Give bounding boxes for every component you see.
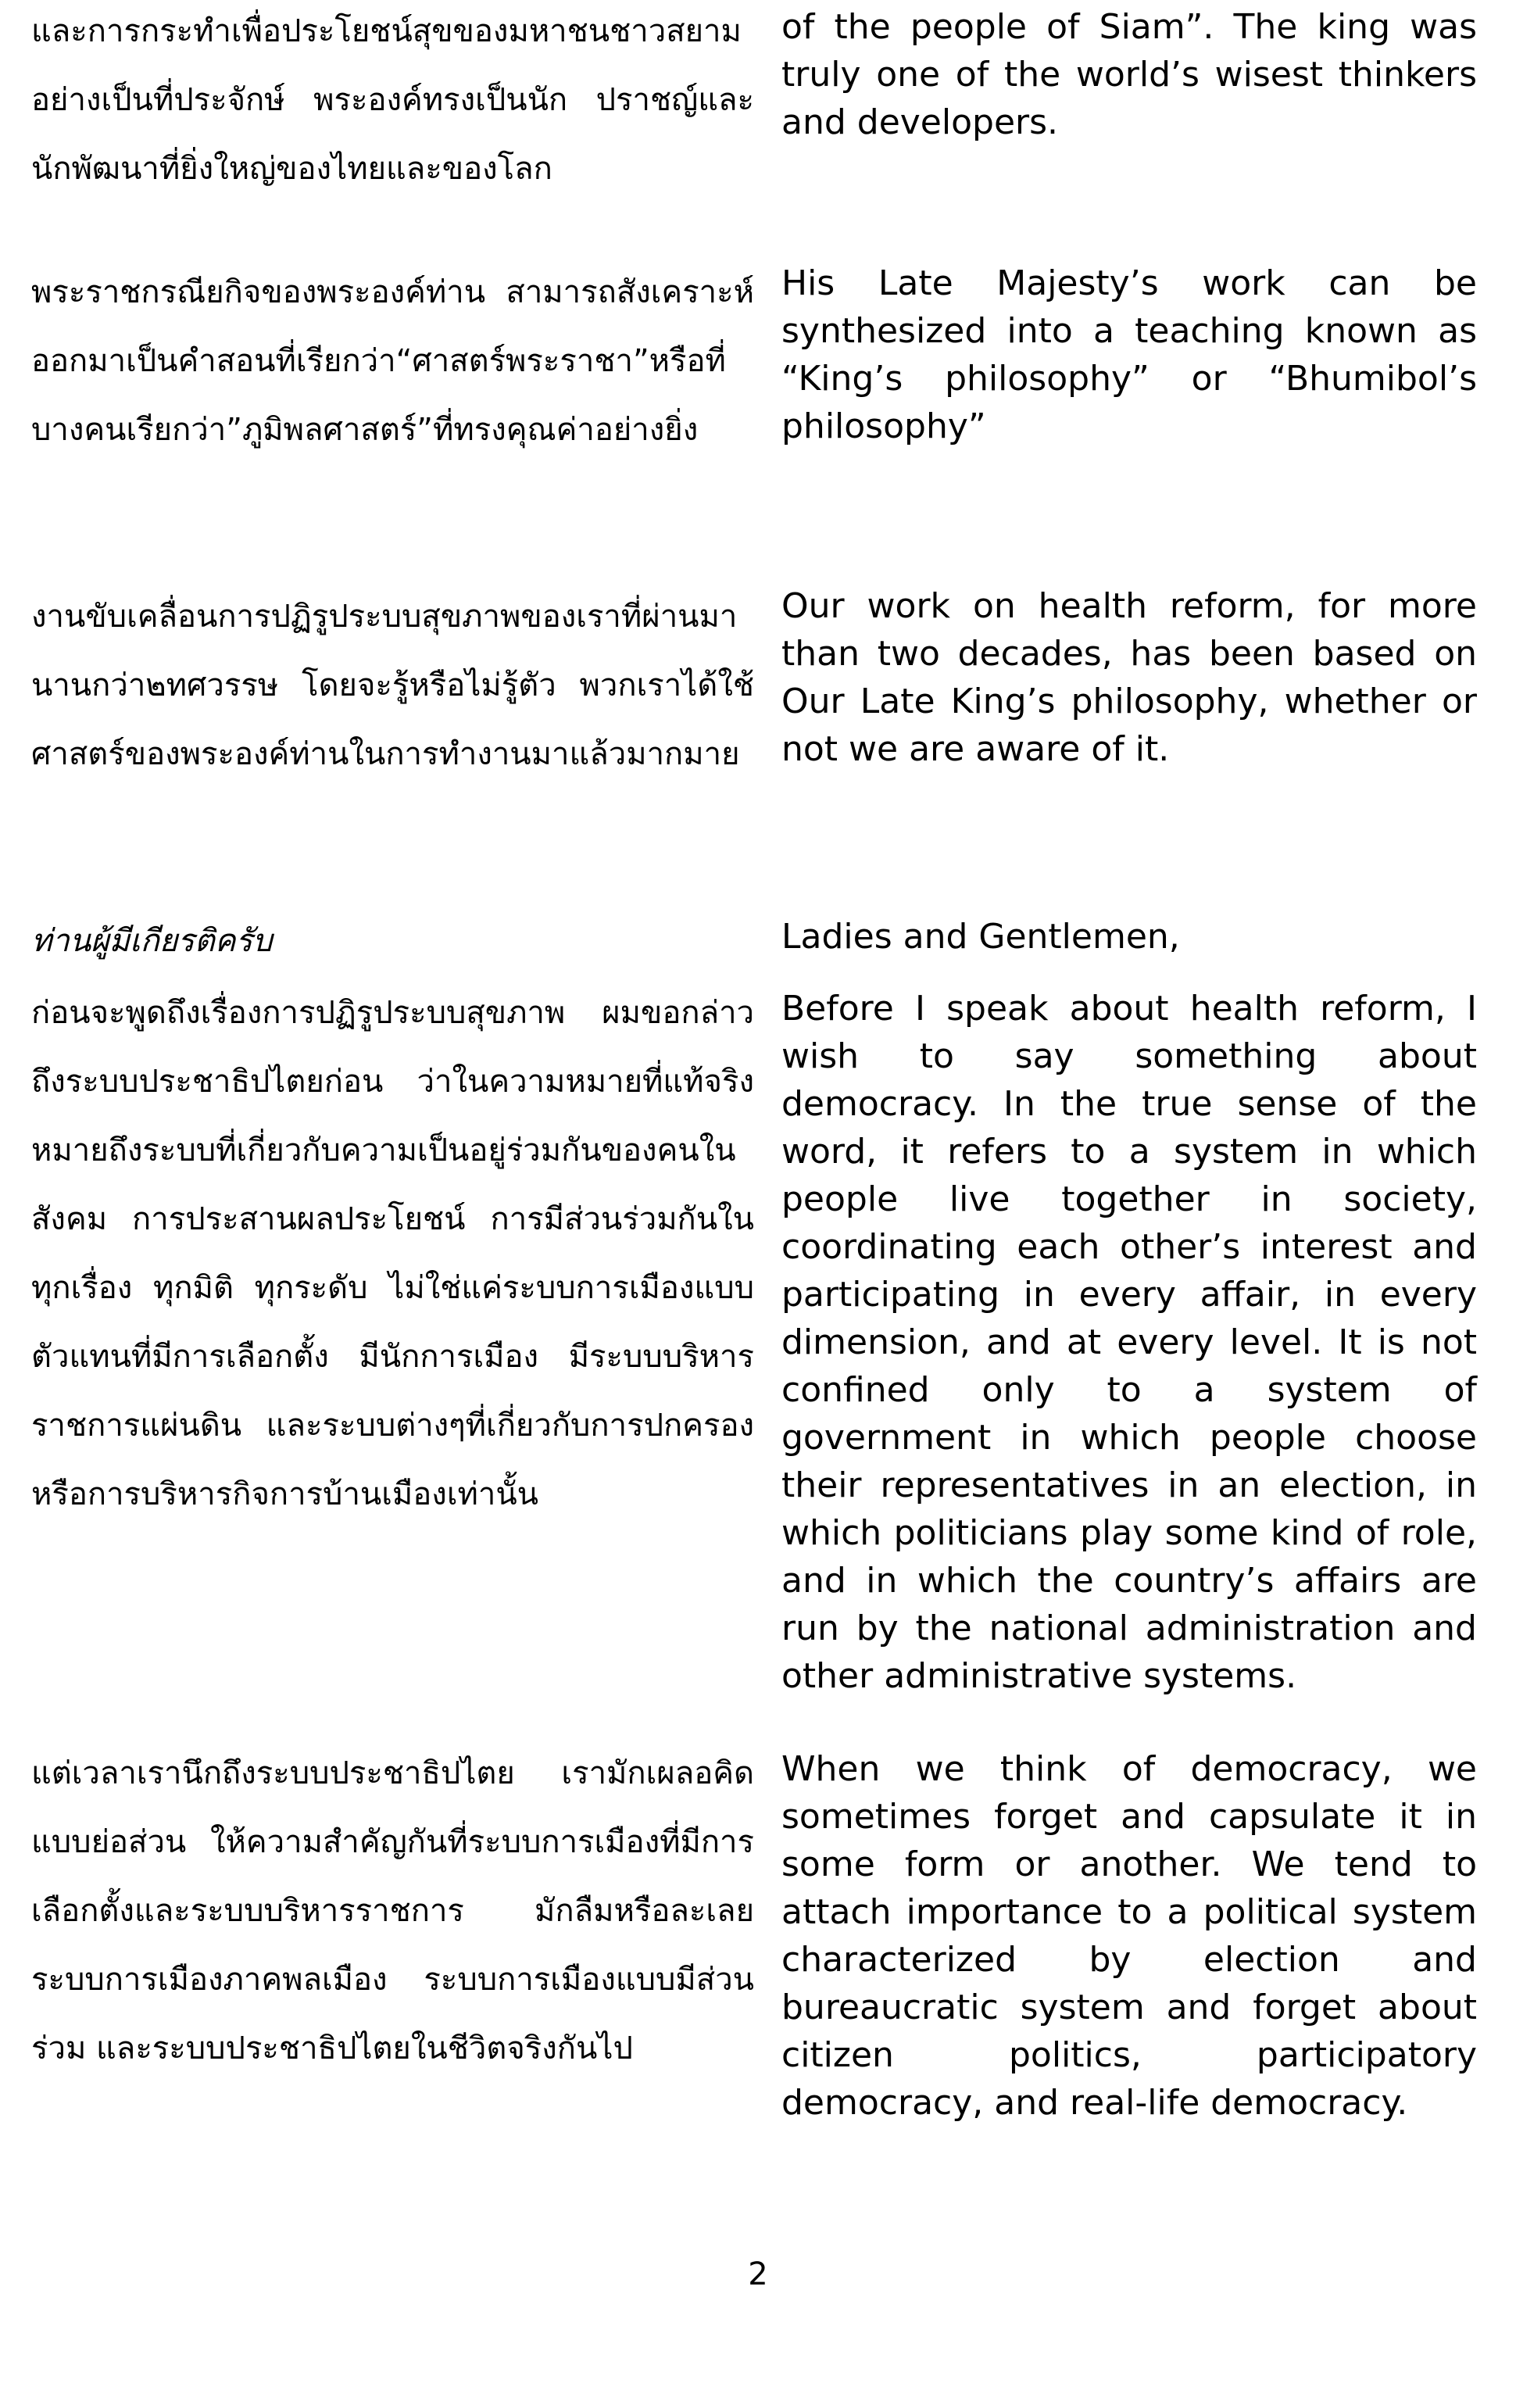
salutation-english: Ladies and Gentlemen, xyxy=(781,917,1180,957)
thai-text: งานขับเคลื่อนการปฏิรูประบบสุขภาพของเราที่ผ่านมานานกว่า๒ทศวรรษ โดยจะรู้หรือไม่รู้ตัว พวกเราได้ใช้ศาสตร์ของพระองค์ท่านในการทำงานมาแล้วมากมาย xyxy=(31,599,754,772)
english-text: When we think of democracy, we sometimes forget and capsulate it in some form or another. We tend to attach importance to a political system characterized by election and bureaucratic system and forget about citizen politics, participatory democracy, and real-life democracy. xyxy=(781,1749,1477,2123)
english-text: of the people of Siam”. The king was truly one of the world’s wisest thinkers and developers. xyxy=(781,7,1477,142)
salutation-thai: ท่านผู้มีเกียรติครับ xyxy=(31,923,273,959)
thai-text: พระราชกรณียกิจของพระองค์ท่าน สามารถสังเคราะห์ออกมาเป็นคำสอนที่เรียกว่า“ศาสตร์พระราชา”หรือที่บางคนเรียกว่า”ภูมิพลศาสตร์”ที่ทรงคุณค่าอย่างยิ่ง xyxy=(31,274,754,448)
english-text: Our work on health reform, for more than two decades, has been based on Our Late King’s philosophy, whether or not we are aware of it. xyxy=(781,586,1477,769)
english-text: His Late Majesty’s work can be synthesized into a teaching known as “King’s philosophy” or “Bhumibol’s philosophy” xyxy=(781,263,1477,446)
thai-text: และการกระทำเพื่อประโยชน์สุขของมหาชนชาวสยามอย่างเป็นที่ประจักษ์ พระองค์ทรงเป็นนัก ปราชญ์และนักพัฒนาที่ยิ่งใหญ่ของไทยและของโลก xyxy=(31,13,754,187)
page-number: 2 xyxy=(748,2256,768,2292)
thai-text: ก่อนจะพูดถึงเรื่องการปฏิรูประบบสุขภาพ ผมขอกล่าวถึงระบบประชาธิปไตยก่อน ว่าในความหมายที่แท้จริง หมายถึงระบบที่เกี่ยวกับความเป็นอยู่ร่วมกันของคนในสังคม การประสานผลประโยชน์ การมีส่วนร่วมกันในทุกเรื่อง ทุกมิติ ทุกระดับ ไม่ใช่แค่ระบบการเมืองแบบตัวแทนที่มีการเลือกตั้ง มีนักการเมือง มีระบบบริหารราชการแผ่นดิน และระบบต่างๆที่เกี่ยวกับการปกครองหรือการบริหารกิจการบ้านเมืองเท่านั้น xyxy=(31,995,754,1512)
english-text: Before I speak about health reform, I wish to say something about democracy. In the true sense of the word, it refers to a system in which people live together in society, coordinating each other’s interest and participating in every affair, in every dimension, and at every level. It is not confined only to a system of government in which people choose their representatives in an election, in which politicians play some kind of role, and in which the country’s affairs are run by the national administration and other administrative systems. xyxy=(781,989,1477,1696)
thai-text: แต่เวลาเรานึกถึงระบบประชาธิปไตย เรามักเผลอคิดแบบย่อส่วน ให้ความสำคัญกันที่ระบบการเมืองที่มีการเลือกตั้งและระบบบริหารราชการ มักลืมหรือละเลยระบบการเมืองภาคพลเมือง ระบบการเมืองแบบมีส่วนร่วม และระบบประชาธิปไตยในชีวิตจริงกันไป xyxy=(31,1755,754,2066)
